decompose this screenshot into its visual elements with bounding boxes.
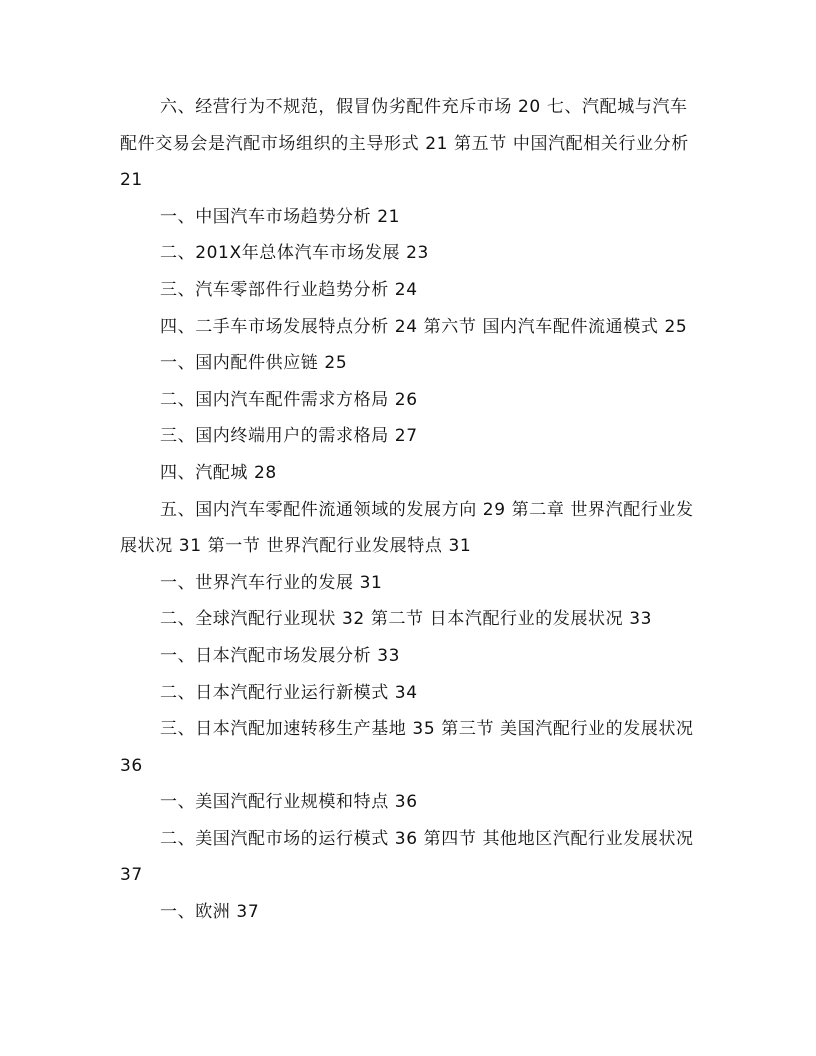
toc-paragraph: 二、日本汽配行业运行新模式 34 — [160, 682, 418, 703]
toc-paragraph: 三、日本汽配加速转移生产基地 35 第三节 美国汽配行业的发展状况 36 — [120, 719, 694, 776]
toc-paragraph: 三、国内终端用户的需求格局 27 — [160, 426, 418, 447]
toc-paragraph: 五、国内汽车零配件流通领域的发展方向 29 第二章 世界汽配行业发展状况 31 第一节 世界汽配行业发展特点 31 — [120, 499, 694, 557]
toc-paragraph: 四、汽配城 28 — [160, 462, 277, 483]
toc-paragraph: 二、201X年总体汽车市场发展 23 — [160, 243, 429, 264]
toc-paragraph: 二、国内汽车配件需求方格局 26 — [160, 389, 418, 410]
toc-paragraph: 一、日本汽配市场发展分析 33 — [160, 645, 401, 666]
toc-paragraph: 一、美国汽配行业规模和特点 36 — [160, 792, 418, 813]
toc-paragraph: 四、二手车市场发展特点分析 24 第六节 国内汽车配件流通模式 25 — [160, 316, 688, 337]
table-of-contents — [120, 89, 696, 931]
toc-paragraph: 三、汽车零部件行业趋势分析 24 — [160, 279, 418, 300]
toc-paragraph: 一、国内配件供应链 25 — [160, 353, 348, 374]
toc-paragraph: 二、美国汽配市场的运行模式 36 第四节 其他地区汽配行业发展状况 37 — [120, 828, 694, 886]
toc-paragraph: 一、中国汽车市场趋势分析 21 — [160, 206, 401, 227]
toc-paragraph: 二、全球汽配行业现状 32 第二节 日本汽配行业的发展状况 33 — [160, 609, 653, 630]
toc-paragraph: 一、世界汽车行业的发展 31 — [160, 572, 383, 593]
toc-paragraph: 六、经营行为不规范，假冒伪劣配件充斥市场 20 七、汽配城与汽车配件交易会是汽配市场组织的主导形式 21 第五节 中国汽配相关行业分析 21 — [120, 97, 689, 191]
toc-paragraph: 一、欧洲 37 — [160, 902, 260, 923]
